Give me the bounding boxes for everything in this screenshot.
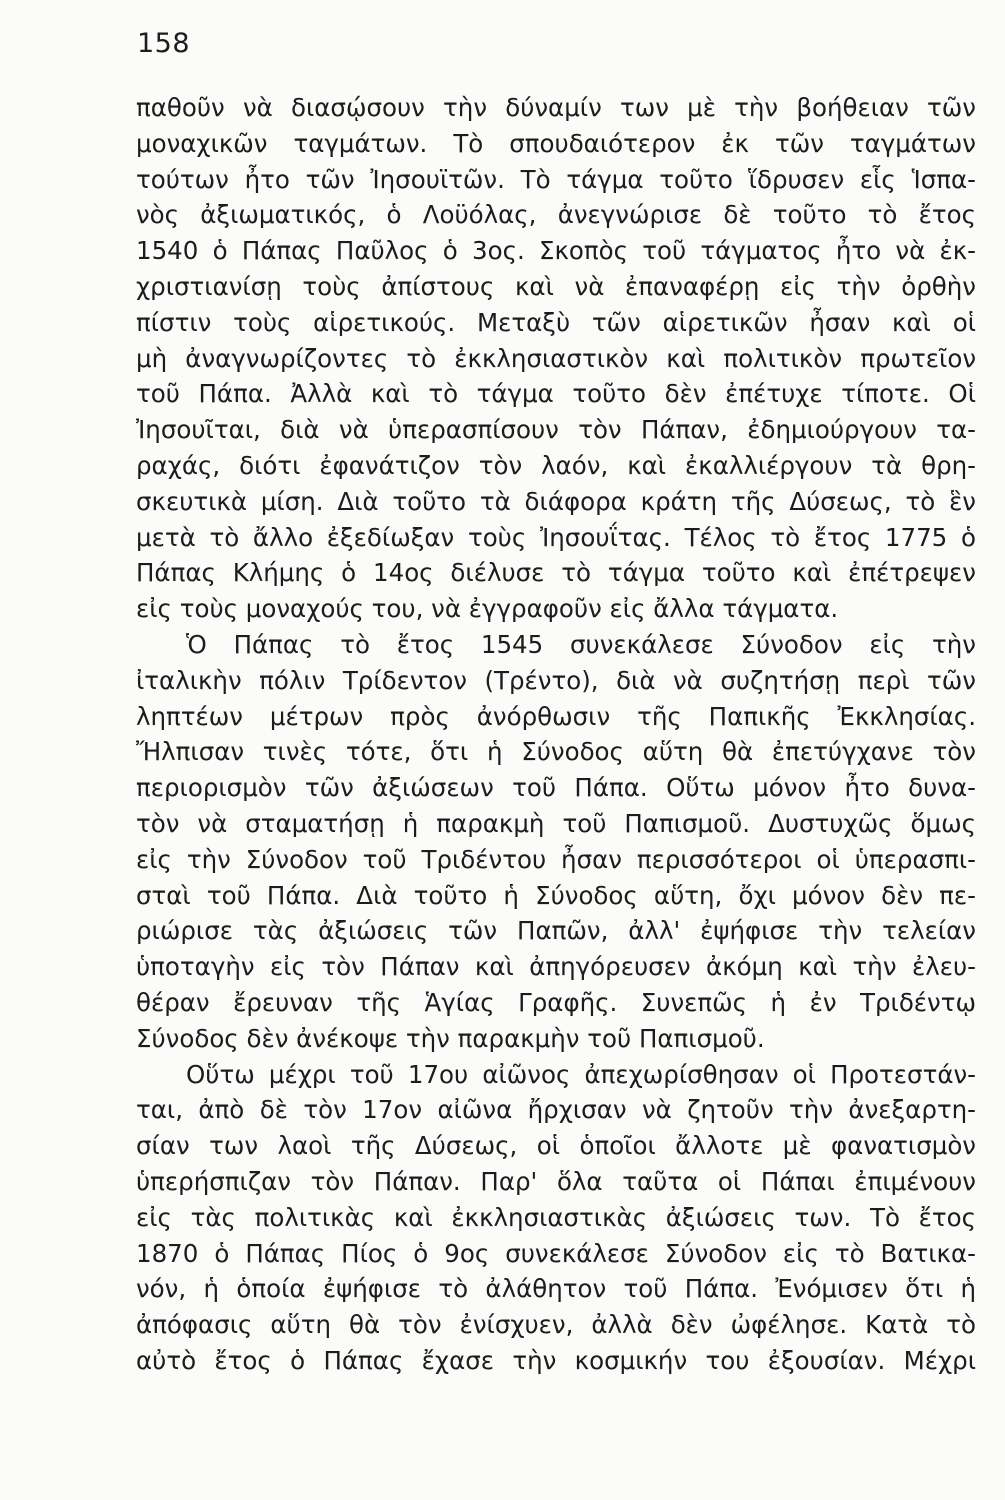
text-line: Πάπας Κλήμης ὁ 14ος διέλυσε τὸ τάγμα τοῦτο καὶ ἐπέτρεψεν (136, 558, 976, 588)
text-line: σκευτικὰ μίση. Διὰ τοῦτο τὰ διάφορα κράτη τῆς Δύσεως, τὸ ἓν (136, 486, 976, 516)
text-line: σταὶ τοῦ Πάπα. Διὰ τοῦτο ἡ Σύνοδος αὕτη, ὄχι μόνον δὲν πε- (136, 880, 976, 910)
text-line: ὑποταγὴν εἰς τὸν Πάπαν καὶ ἀπηγόρευσεν ἀκόμη καὶ τὴν ἐλευ- (136, 952, 976, 982)
text-line: Σύνοδος δὲν ἀνέκοψε τὴν παρακμὴν τοῦ Παπισμοῦ. (136, 1023, 765, 1053)
text-line: αὐτὸ ἔτος ὁ Πάπας ἔχασε τὴν κοσμικήν του ἐξουσίαν. Μέχρι (136, 1345, 976, 1375)
paragraph-start-line: Οὕτω μέχρι τοῦ 17ου αἰῶνος ἀπεχωρίσθησαν οἱ Προτεστάν- (186, 1059, 976, 1089)
paragraph-start-line: Ὁ Πάπας τὸ ἔτος 1545 συνεκάλεσε Σύνοδον εἰς τὴν (186, 629, 976, 659)
text-line: τούτων ἦτο τῶν Ἰησουϊτῶν. Τὸ τάγμα τοῦτο ἵδρυσεν εἷς Ἱσπα- (136, 164, 976, 194)
text-line: σίαν των λαοὶ τῆς Δύσεως, οἱ ὁποῖοι ἄλλοτε μὲ φανατισμὸν (136, 1131, 976, 1161)
text-line: ται, ἀπὸ δὲ τὸν 17ον αἰῶνα ἤρχισαν νὰ ζητοῦν τὴν ἀνεξαρτη- (136, 1095, 976, 1125)
text-line: ὑπερήσπιζαν τὸν Πάπαν. Παρ' ὅλα ταῦτα οἱ Πάπαι ἐπιμένουν (136, 1166, 976, 1196)
text-line: ἰταλικὴν πόλιν Τρίδεντον (Τρέντο), διὰ νὰ συζητήσῃ περὶ τῶν (136, 665, 976, 695)
text-line: ραχάς, διότι ἐφανάτιζον τὸν λαόν, καὶ ἐκαλλιέργουν τὰ θρη- (136, 450, 976, 480)
text-line: 1870 ὁ Πάπας Πίος ὁ 9ος συνεκάλεσε Σύνοδον εἰς τὸ Βατικα- (136, 1238, 976, 1268)
text-line: περιορισμὸν τῶν ἀξιώσεων τοῦ Πάπα. Οὕτω μόνον ἦτο δυνα- (136, 773, 976, 803)
text-line: ριώρισε τὰς ἀξιώσεις τῶν Παπῶν, ἀλλ' ἐψήφισε τὴν τελείαν (136, 916, 976, 946)
text-line: παθοῦν νὰ διασῴσουν τὴν δύναμίν των μὲ τὴν βοήθειαν τῶν (136, 93, 976, 122)
text-line: μοναχικῶν ταγμάτων. Τὸ σπουδαιότερον ἐκ τῶν ταγμάτων (136, 128, 976, 158)
text-line: θέραν ἔρευναν τῆς Ἁγίας Γραφῆς. Συνεπῶς ἡ ἐν Τριδέντῳ (136, 987, 976, 1017)
text-line: χριστιανίσῃ τοὺς ἀπίστους καὶ νὰ ἐπαναφέρῃ εἰς τὴν ὀρθὴν (136, 271, 976, 301)
text-line: Ἰησουῖται, διὰ νὰ ὑπερασπίσουν τὸν Πάπαν, ἐδημιούργουν τα- (136, 415, 976, 445)
text-line: νόν, ἡ ὁποία ἐψήφισε τὸ ἀλάθητον τοῦ Πάπα. Ἐνόμισεν ὅτι ἡ (136, 1274, 976, 1304)
text-line: 1540 ὁ Πάπας Παῦλος ὁ 3ος. Σκοπὸς τοῦ τάγματος ἦτο νὰ ἐκ- (136, 236, 976, 266)
page-number: 158 (137, 28, 191, 59)
text-line: νὸς ἀξιωματικός, ὁ Λοϋόλας, ἀνεγνώρισε δὲ τοῦτο τὸ ἔτος (136, 200, 976, 230)
text-line: εἰς τὴν Σύνοδον τοῦ Τριδέντου ἦσαν περισσότεροι οἱ ὑπερασπι- (136, 844, 976, 874)
text-line: μὴ ἀναγνωρίζοντες τὸ ἐκκλησιαστικὸν καὶ πολιτικὸν πρωτεῖον (136, 343, 976, 373)
text-line: μετὰ τὸ ἄλλο ἐξεδίωξαν τοὺς Ἰησουΐτας. Τέλος τὸ ἔτος 1775 ὁ (136, 522, 976, 552)
body-text (136, 90, 976, 1379)
text-line: εἰς τὰς πολιτικὰς καὶ ἐκκλησιαστικὰς ἀξιώσεις των. Τὸ ἔτος (136, 1202, 976, 1232)
text-line: Ἤλπισαν τινὲς τότε, ὅτι ἡ Σύνοδος αὕτη θὰ ἐπετύγχανε τὸν (136, 737, 976, 767)
text-line: ληπτέων μέτρων πρὸς ἀνόρθωσιν τῆς Παπικῆς Ἐκκλησίας. (136, 701, 976, 731)
text-line: τοῦ Πάπα. Ἀλλὰ καὶ τὸ τάγμα τοῦτο δὲν ἐπέτυχε τίποτε. Οἱ (136, 379, 976, 409)
text-line: τὸν νὰ σταματήσῃ ἡ παρακμὴ τοῦ Παπισμοῦ. Δυστυχῶς ὅμως (136, 808, 976, 838)
text-line: πίστιν τοὺς αἱρετικούς. Μεταξὺ τῶν αἱρετικῶν ἦσαν καὶ οἱ (136, 307, 976, 337)
text-line: εἰς τοὺς μοναχούς του, νὰ ἐγγραφοῦν εἰς ἄλλα τάγματα. (136, 594, 839, 624)
text-line: ἀπόφασις αὕτη θὰ τὸν ἐνίσχυεν, ἀλλὰ δὲν ὠφέλησε. Κατὰ τὸ (136, 1310, 976, 1340)
